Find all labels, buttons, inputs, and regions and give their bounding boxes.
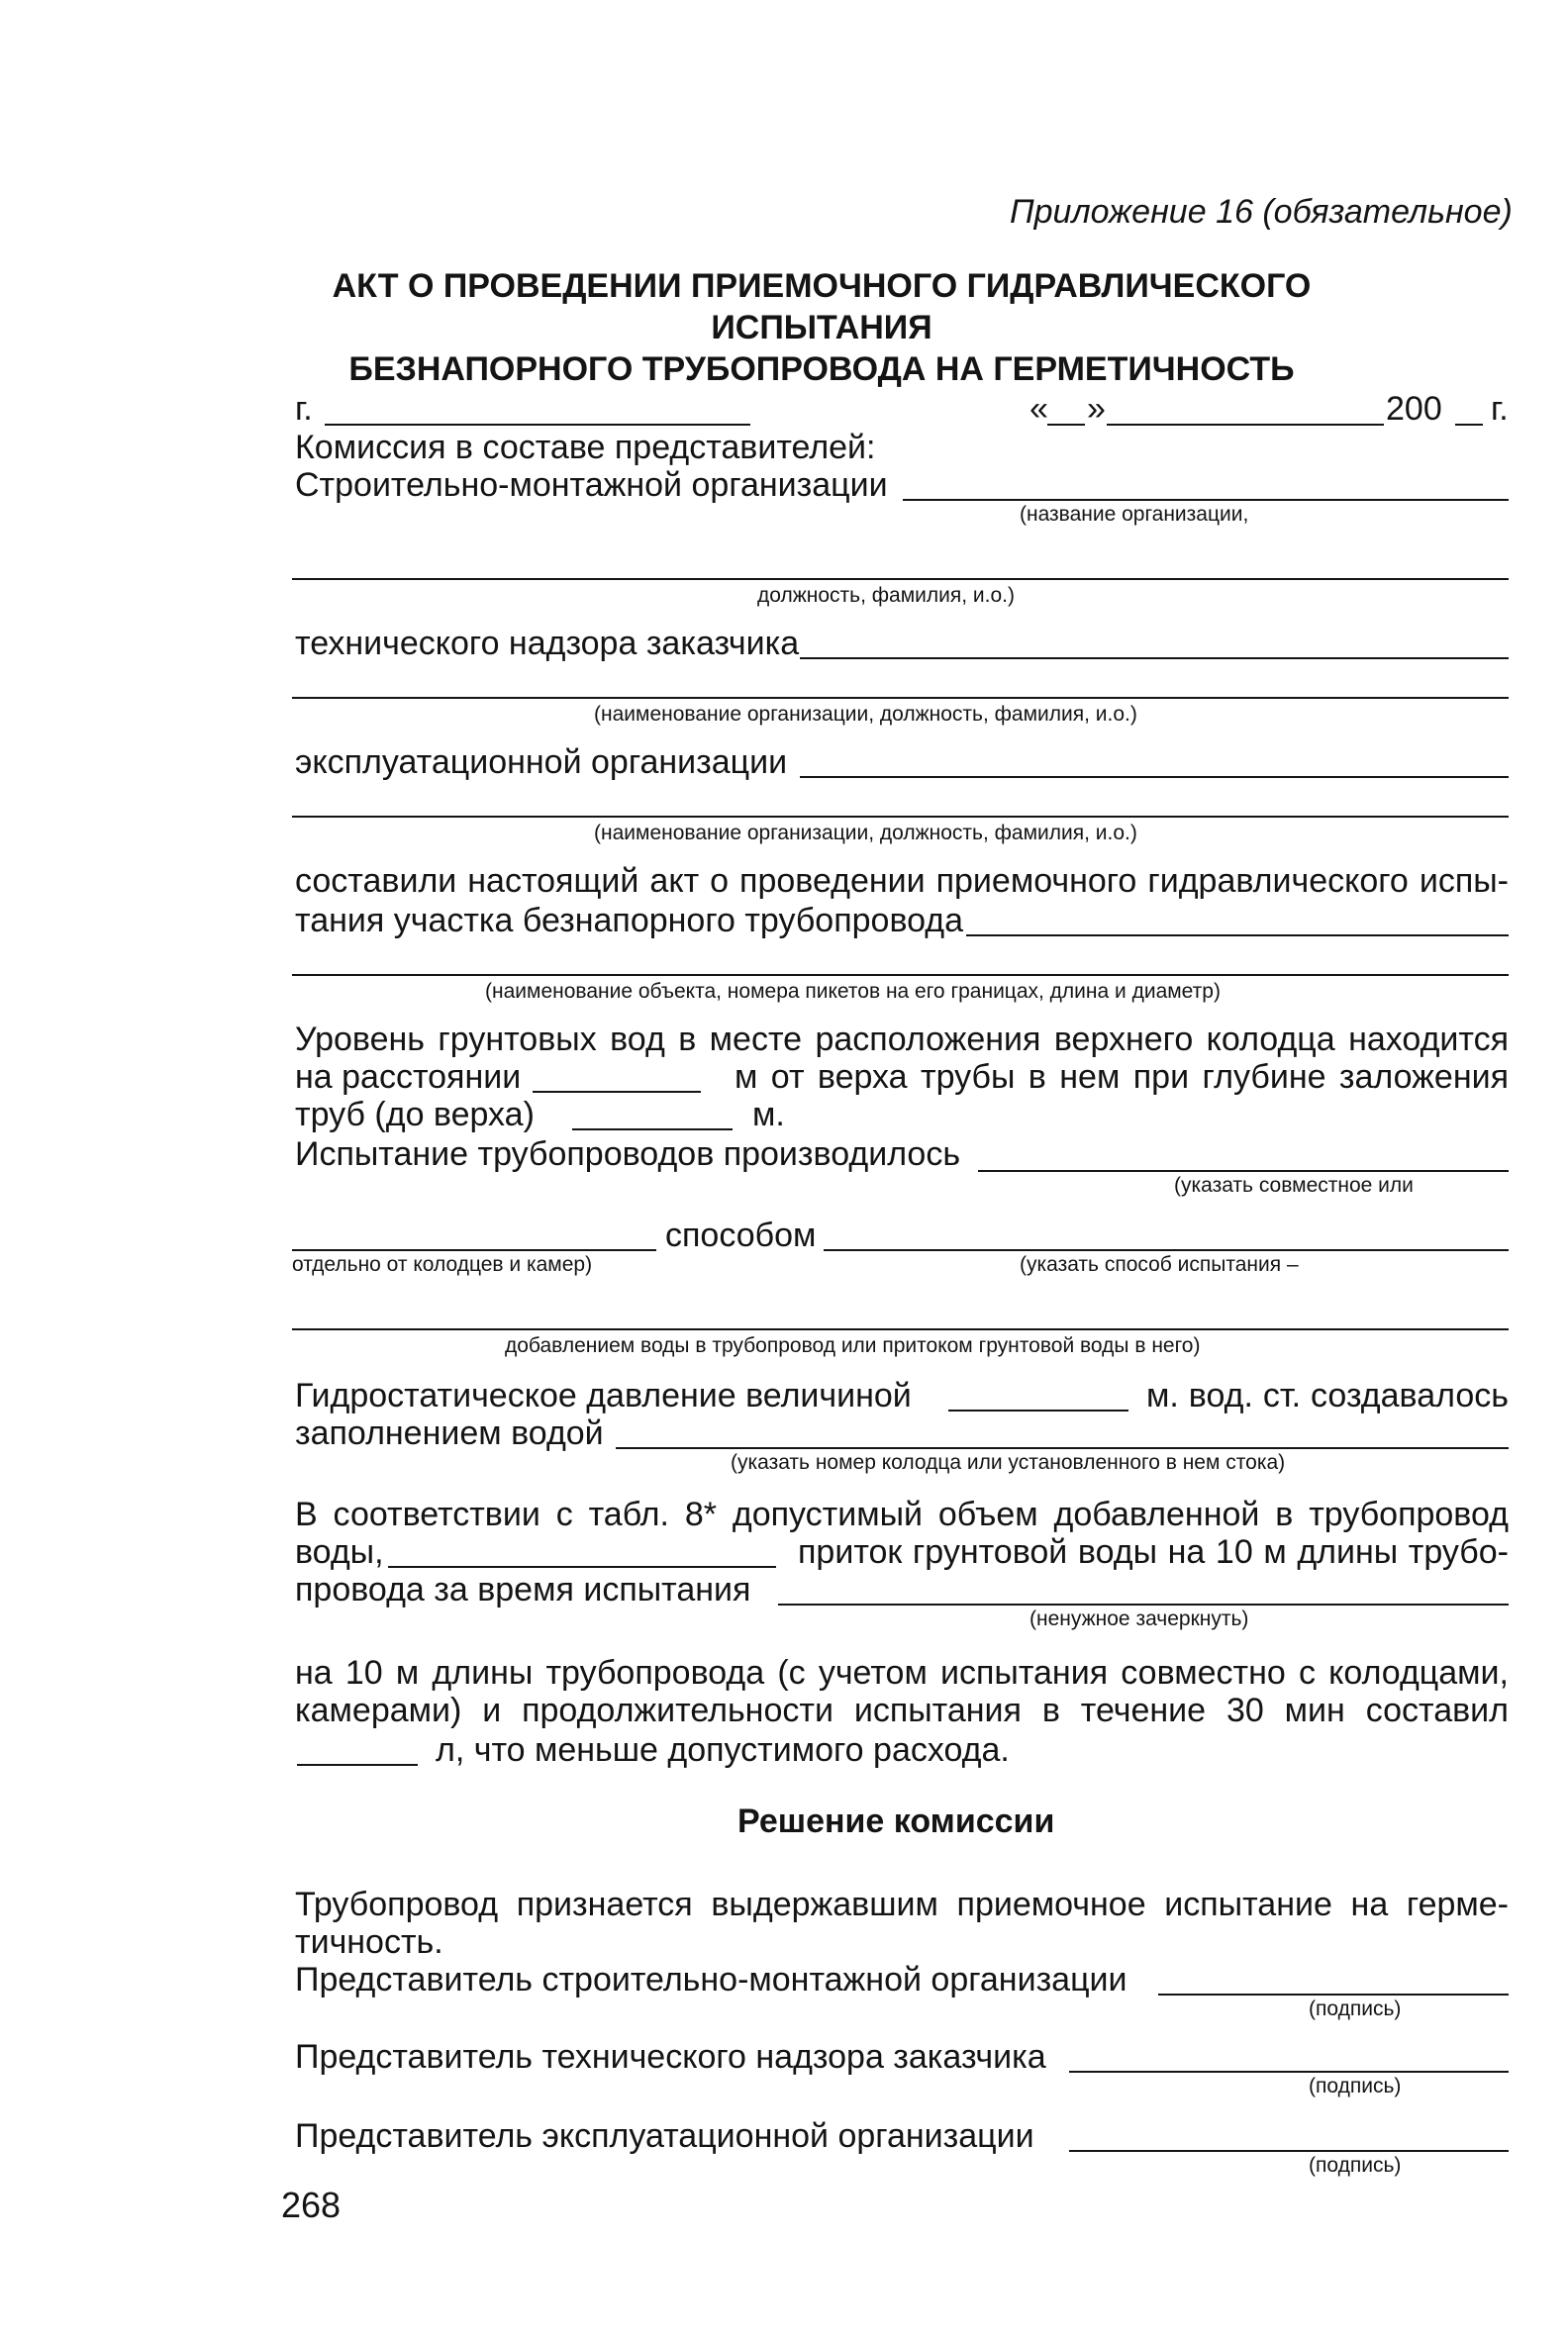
tech-supervision-field-2[interactable] xyxy=(292,697,1509,699)
date-open-quote: « xyxy=(1029,390,1048,428)
decision-line-1: Трубопровод признается выдержавшим приемочное испытание на герме- xyxy=(295,1886,1509,1923)
pressure-caption: (указать номер колодца или установленного в нем стока) xyxy=(731,1451,1286,1474)
document-title xyxy=(297,265,1346,390)
title-line-1: АКТ О ПРОВЕДЕНИИ ПРИЕМОЧНОГО ГИДРАВЛИЧЕСКОГО ИСПЫТАНИЯ xyxy=(332,267,1312,346)
test-performed-label: Испытание трубопроводов производилось xyxy=(295,1135,961,1173)
operating-org-label: эксплуатационной организации xyxy=(295,743,788,781)
test-performed-field[interactable] xyxy=(978,1170,1509,1172)
pressure-line-1a: Гидростатическое давление величиной xyxy=(295,1377,912,1414)
construction-org-label: Строительно-монтажной организации xyxy=(295,466,888,504)
decision-line-2: тичность. xyxy=(295,1923,443,1961)
date-suffix: г. xyxy=(1491,390,1509,428)
rep-operating-signature-field[interactable] xyxy=(1069,2150,1509,2152)
appendix-label: Приложение 16 (обязательное) xyxy=(1010,193,1513,231)
date-close-quote: » xyxy=(1087,390,1106,428)
water-fill-field[interactable] xyxy=(616,1447,1509,1449)
rep-tech-supervision-signature-field[interactable] xyxy=(1069,2071,1509,2073)
method-field-2[interactable] xyxy=(292,1328,1509,1330)
allowed-inflow-field[interactable] xyxy=(778,1604,1509,1606)
operating-org-caption: (наименование организации, должность, фамилия, и.о.) xyxy=(594,822,1137,844)
date-year: 200 xyxy=(1386,390,1442,428)
page-number: 268 xyxy=(281,2185,342,2225)
result-line-1: на 10 м длины трубопровода (с учетом испытания совместно с колодцами, xyxy=(295,1654,1509,1692)
method-caption-1: (указать способ испытания – xyxy=(1020,1253,1299,1276)
pressure-value-field[interactable] xyxy=(948,1410,1128,1412)
allowed-volume-field[interactable] xyxy=(388,1566,776,1568)
date-month-field[interactable] xyxy=(1107,424,1384,426)
groundwater-line-3b: м. xyxy=(752,1096,785,1133)
object-caption: (наименование объекта, номера пикетов на его границах, длина и диаметр) xyxy=(485,980,1221,1003)
groundwater-distance-field[interactable] xyxy=(533,1091,701,1093)
pressure-line-2: заполнением водой xyxy=(295,1414,604,1452)
pressure-line-1b: м. вод. ст. создавалось xyxy=(1146,1377,1509,1414)
method-caption-2: добавлением воды в трубопровод или притоком грунтовой воды в него) xyxy=(505,1334,1201,1357)
allowed-line-3: провода за время испытания xyxy=(295,1571,751,1608)
composed-line-1: составили настоящий акт о проведении приемочного гидравлического испы- xyxy=(295,862,1509,900)
construction-org-caption-1: (название организации, xyxy=(1020,503,1249,526)
method-field[interactable] xyxy=(824,1249,1509,1251)
city-prefix: г. xyxy=(295,390,313,428)
operating-org-field[interactable] xyxy=(800,776,1509,778)
groundwater-line-2a: на расстоянии xyxy=(295,1058,522,1096)
date-year-field[interactable] xyxy=(1455,424,1483,426)
object-field-2[interactable] xyxy=(292,974,1509,976)
test-performed-field-2[interactable] xyxy=(292,1249,656,1251)
composed-line-2: тания участка безнапорного трубопровода xyxy=(295,902,964,939)
groundwater-line-2b: м от верха трубы в нем при глубине заложения xyxy=(735,1058,1509,1096)
signature-caption-1: (подпись) xyxy=(1309,1998,1402,2020)
tech-supervision-field[interactable] xyxy=(800,657,1509,659)
operating-org-field-2[interactable] xyxy=(292,816,1509,818)
test-performed-caption-2: отдельно от колодцев и камер) xyxy=(292,1253,593,1276)
groundwater-line-1: Уровень грунтовых вод в месте расположения верхнего колодца находится xyxy=(295,1021,1509,1058)
pipe-depth-field[interactable] xyxy=(572,1128,733,1130)
rep-construction-signature-field[interactable] xyxy=(1158,1994,1509,1996)
groundwater-line-3a: труб (до верха) xyxy=(295,1096,535,1133)
construction-org-field[interactable] xyxy=(903,499,1509,501)
construction-org-field-2[interactable] xyxy=(292,578,1509,580)
rep-construction-label: Представитель строительно-монтажной организации xyxy=(295,1961,1127,1998)
allowed-line-1: В соответствии с табл. 8* допустимый объем добавленной в трубопровод xyxy=(295,1496,1509,1533)
rep-tech-supervision-label: Представитель технического надзора заказчика xyxy=(295,2038,1046,2076)
rep-operating-label: Представитель эксплуатационной организации xyxy=(295,2117,1034,2155)
decision-heading: Решение комиссии xyxy=(737,1803,1055,1840)
result-volume-field[interactable] xyxy=(297,1764,418,1766)
result-line-2: камерами) и продолжительности испытания в течение 30 мин составил xyxy=(295,1692,1509,1729)
allowed-line-2a: воды, xyxy=(295,1533,384,1571)
construction-org-caption-2: должность, фамилия, и.о.) xyxy=(757,584,1015,607)
allowed-line-2b: приток грунтовой воды на 10 м длины трубо- xyxy=(798,1533,1509,1571)
commission-intro: Комиссия в составе представителей: xyxy=(295,429,876,466)
city-field[interactable] xyxy=(325,424,750,426)
allowed-caption: (ненужное зачеркнуть) xyxy=(1029,1608,1249,1630)
object-field[interactable] xyxy=(966,934,1509,936)
signature-caption-2: (подпись) xyxy=(1309,2075,1402,2097)
tech-supervision-label: технического надзора заказчика xyxy=(295,625,800,662)
tech-supervision-caption: (наименование организации, должность, фамилия, и.о.) xyxy=(594,703,1137,726)
method-label: способом xyxy=(665,1217,817,1254)
test-performed-caption-1: (указать совместное или xyxy=(1174,1174,1414,1197)
signature-caption-3: (подпись) xyxy=(1309,2154,1402,2177)
result-line-3: л, что меньше допустимого расхода. xyxy=(436,1731,1010,1769)
title-line-2: БЕЗНАПОРНОГО ТРУБОПРОВОДА НА ГЕРМЕТИЧНОСТЬ xyxy=(348,350,1295,388)
date-day-field[interactable] xyxy=(1047,424,1085,426)
